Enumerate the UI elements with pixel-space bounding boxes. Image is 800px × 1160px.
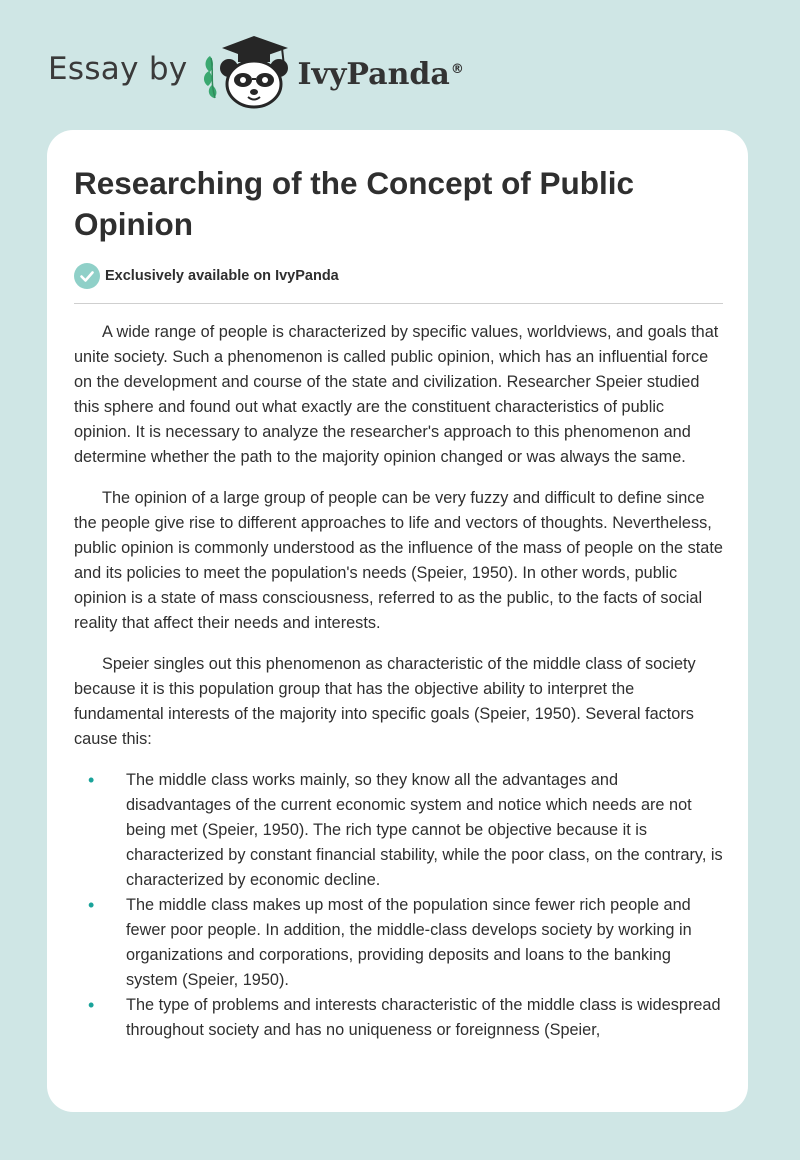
exclusive-badge — [74, 263, 339, 289]
bullet-icon: • — [88, 995, 95, 1015]
essay-card — [47, 130, 748, 1112]
list-item-text: The type of problems and interests characteristic of the middle class is widespread throughout society and has no uniqueness or foreignness (Speier, — [126, 996, 721, 1039]
list-item — [74, 893, 724, 993]
factor-list — [74, 768, 724, 1043]
bullet-icon: • — [88, 895, 95, 915]
brand-name[interactable]: IvyPanda® — [297, 56, 464, 92]
essay-body — [74, 320, 724, 1043]
paragraph: A wide range of people is characterized by specific values, worldviews, and goals that unite society. Such a phenomenon is called public opinion, which has an influential force on the development and course of the state and civilization. Researcher Speier studied this sphere and found out what exactly are the constituent characteristics of public opinion. It is necessary to analyze the researcher's approach to this phenomenon and determine whether the path to the majority opinion changed or was always the same. — [74, 323, 719, 466]
list-item-text: The middle class makes up most of the population since fewer rich people and fewer poor people. In addition, the middle-class develops society by working in organizations and corporations, providing deposits and loans to the banking system (Speier, 1950). — [126, 896, 692, 989]
list-item — [74, 768, 724, 893]
paragraph: Speier singles out this phenomenon as characteristic of the middle class of society because it is this population group that has the objective ability to interpret the fundamental interests of the majority into specific goals (Speier, 1950). Several factors cause this: — [74, 655, 696, 748]
list-item — [74, 993, 724, 1043]
registered-mark: ® — [450, 61, 464, 77]
panda-graduate-icon — [202, 34, 294, 110]
divider — [74, 303, 723, 304]
page-title: Researching of the Concept of Public Opinion — [74, 165, 635, 242]
exclusive-label: Exclusively available on IvyPanda — [105, 268, 339, 284]
site-header — [48, 34, 464, 110]
ivy-leaf-icon — [203, 56, 215, 98]
brand-prefix: Essay by — [48, 51, 188, 87]
paragraph: The opinion of a large group of people can be very fuzzy and difficult to define since the people give rise to different approaches to life and vectors of thoughts. Nevertheless, public opinion is commonly understood as the influence of the mass of people on the state and its policies to meet the population's needs (Speier, 1950). In other words, public opinion is a state of mass consciousness, referred to as the public, to the facts of social reality that affect their needs and interests. — [74, 489, 723, 632]
list-item-text: The middle class works mainly, so they know all the advantages and disadvantages of the current economic system and notice which needs are not being met (Speier, 1950). The rich type cannot be objective because it is characterized by constant financial stability, while the poor class, on the contrary, is characterized by economic decline. — [126, 771, 723, 889]
bullet-icon: • — [88, 770, 95, 790]
check-circle-icon — [74, 263, 100, 289]
